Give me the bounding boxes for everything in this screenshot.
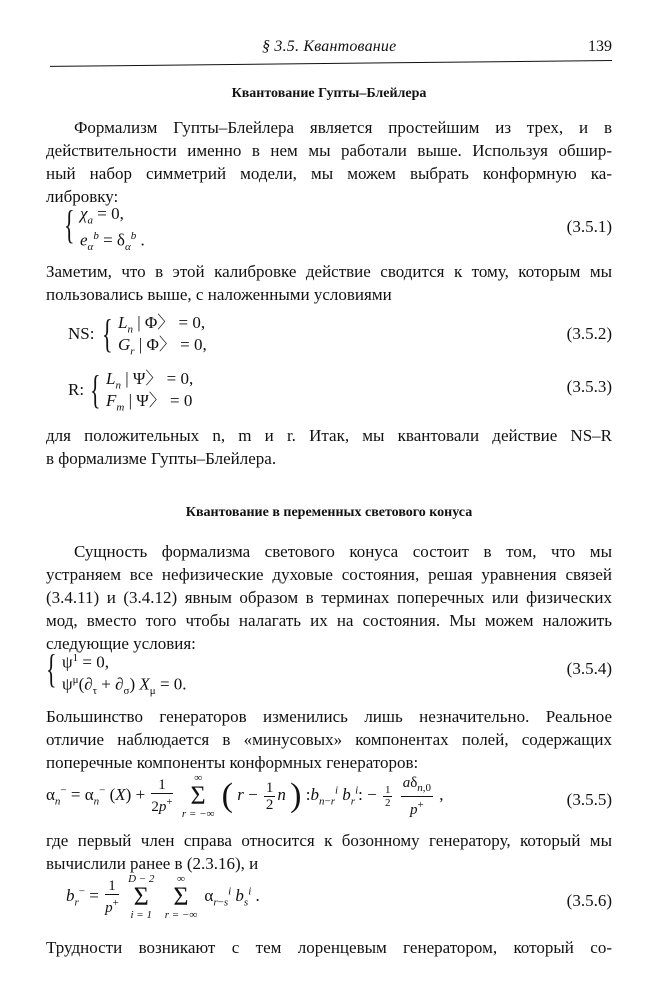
paragraph-boson-generator <box>46 829 612 875</box>
equation-line: $\psi^\mu(\partial_\tau + \partial_\sigma) X_\mu = 0$. <box>62 674 187 698</box>
equation-line: $L_n$ | Φ〉 = 0, <box>118 313 206 336</box>
text-line: пользовались выше, с наложенными условиями <box>46 285 392 304</box>
equation-line: $F_m$ | Ψ〉 = 0 <box>106 391 193 414</box>
text-line: Сущность формализма светового конуса состоит в том, что мы <box>74 542 612 561</box>
equation-3-5-4 <box>46 647 612 697</box>
text-line: вычислили ранее в (2.3.16), и <box>46 854 259 873</box>
paragraph-generators <box>46 705 612 774</box>
paragraph-light-cone <box>46 540 612 655</box>
text-line: действительности именно в нем мы работали выше. Используя обшир- <box>46 141 612 160</box>
paragraph-lorentz <box>46 936 612 959</box>
text-line: отличие наблюдается в «минусовых» компонентах полей, содержащих <box>46 730 612 749</box>
brace-symbol: { <box>90 367 101 412</box>
text-line: поперечные компоненты конформных генераторов: <box>46 753 419 772</box>
equation-number: (3.5.3) <box>566 377 612 396</box>
equation-3-5-3 <box>46 368 612 418</box>
equation-number: (3.5.1) <box>566 217 612 236</box>
equation-number: (3.5.4) <box>566 659 612 678</box>
equation-body: $b_r^-$ = $\frac{1}{p^+}$ D − 2 Σ i = 1 ∞ Σ r = −∞ $\alpha_{r-s}^i$ $b_s^i$ . <box>66 873 260 921</box>
text-line: либровку: <box>46 187 119 206</box>
equation-number: (3.5.6) <box>566 891 612 910</box>
equation-body: $\alpha_n^- = \alpha_n^-$ (X) + $\frac{1}{2p^+}$ ∞ Σ r = −∞ ( r − $\frac{1}{2}$ n ) $:b_{n-r}^i$ $b_r^i$: − $\frac{1}{2}$ $\frac{a\delta_{n,0}}{p^+}$ , <box>46 772 444 820</box>
equation-3-5-2 <box>46 312 612 362</box>
header-rule <box>50 60 612 67</box>
equation-number: (3.5.2) <box>566 324 612 343</box>
text-line: в формализме Гупты–Блейлера. <box>46 449 277 468</box>
equation-line: $L_n$ | Ψ〉 = 0, <box>106 369 194 392</box>
brace-symbol: { <box>102 311 113 356</box>
equation-3-5-6 <box>46 873 612 929</box>
text-line: (3.4.11) и (3.4.12) явным образом в терминах поперечных или физических <box>46 588 612 607</box>
paragraph-intro <box>46 116 612 208</box>
equation-line: $\psi^1 = 0$, <box>62 652 109 672</box>
equation-number: (3.5.5) <box>566 790 612 809</box>
text-line: мод, вместо того чтобы налагать их на состояния. Мы можем наложить <box>46 611 612 630</box>
equation-3-5-5 <box>46 772 612 828</box>
equation-line: $e_\alpha^b = \delta_\alpha^b$ . <box>80 230 145 254</box>
section-heading-gupta-bleuler: Квантование Гупты–Блейлера <box>231 86 427 101</box>
equation-3-5-1 <box>46 203 612 253</box>
section-heading-light-cone: Квантование в переменных светового конуса <box>185 505 473 520</box>
paragraph-positive-modes <box>46 424 612 470</box>
text-line: Большинство генераторов изменились лишь незначительно. Реальное <box>46 707 612 726</box>
page-number: 139 <box>588 38 612 55</box>
equation-line: $\chi_a = 0$, <box>80 204 124 227</box>
equation-label-r: R: <box>68 380 85 399</box>
equation-label-ns: NS: <box>68 324 95 343</box>
text-line: ный набор симметрий модели, мы можем выбрать конформную ка- <box>46 164 612 183</box>
text-line: следующие условия: <box>46 634 196 653</box>
text-line: где первый член справа относится к бозонному генератору, который мы <box>46 831 612 850</box>
text-line: устраняем все нефизические духовые состояния, решая уравнения связей <box>46 565 612 584</box>
brace-symbol: { <box>46 646 57 691</box>
brace-symbol: { <box>64 202 75 247</box>
text-line: Формализм Гупты–Блейлера является простейшим из трех, и в <box>74 118 612 137</box>
running-header-section: § 3.5. Квантование <box>262 38 397 55</box>
paragraph-gauge-note <box>46 260 612 306</box>
text-line: Трудности возникают с тем лоренцевым генератором, который со- <box>46 938 612 957</box>
text-line: Заметим, что в этой калибровке действие сводится к тому, которым мы <box>46 262 612 281</box>
equation-line: $G_r$ | Φ〉 = 0, <box>118 335 207 358</box>
text-line: для положительных n, m и r. Итак, мы квантовали действие NS–R <box>46 426 612 445</box>
